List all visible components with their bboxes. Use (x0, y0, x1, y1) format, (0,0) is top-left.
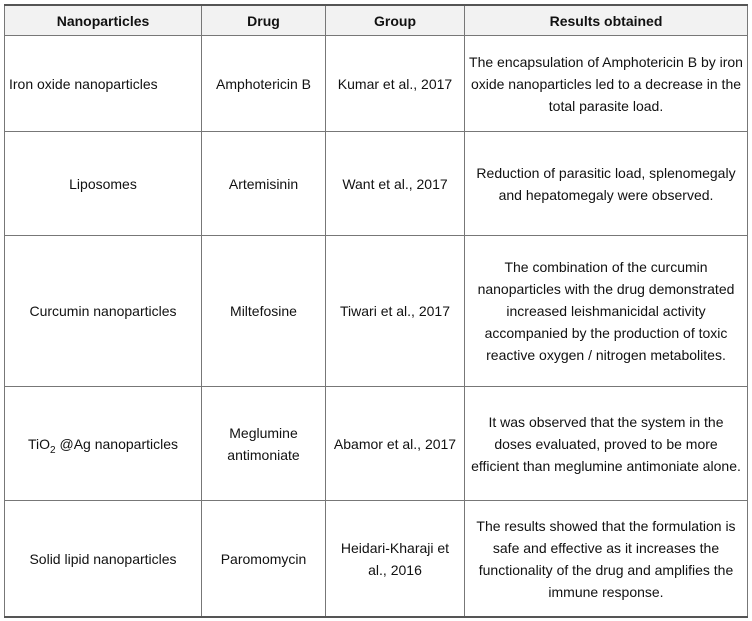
result-cell: The encapsulation of Amphotericin B by iron oxide nanoparticles led to a decrease in the total parasite load. (465, 36, 748, 132)
group-cell: Heidari-Kharaji et al., 2016 (326, 501, 465, 618)
nanoparticle-cell: Curcumin nanoparticles (5, 236, 202, 387)
result-cell: Reduction of parasitic load, splenomegaly and hepatomegaly were observed. (465, 132, 748, 236)
nanoparticle-cell: Liposomes (5, 132, 202, 236)
nanoparticle-drug-table (4, 4, 748, 618)
header-group: Group (326, 5, 465, 36)
result-cell: It was observed that the system in the doses evaluated, proved to be more efficient than meglumine antimoniate alone. (465, 387, 748, 501)
nanoparticle-cell: Iron oxide nanoparticles (5, 36, 202, 132)
drug-cell: Meglumine antimoniate (202, 387, 326, 501)
header-nanoparticles: Nanoparticles (5, 5, 202, 36)
result-cell: The combination of the curcumin nanoparticles with the drug demonstrated increased leishmanicidal activity accompanied by the production of toxic reactive oxygen / nitrogen metabolites. (465, 236, 748, 387)
header-drug: Drug (202, 5, 326, 36)
table-row (5, 501, 748, 618)
drug-cell: Amphotericin B (202, 36, 326, 132)
drug-cell: Paromomycin (202, 501, 326, 618)
header-row (5, 5, 748, 36)
nanoparticle-prefix: TiO (28, 435, 51, 452)
drug-cell: Miltefosine (202, 236, 326, 387)
nanoparticle-cell (5, 387, 202, 501)
group-cell: Kumar et al., 2017 (326, 36, 465, 132)
table-row (5, 236, 748, 387)
group-cell: Want et al., 2017 (326, 132, 465, 236)
group-cell: Abamor et al., 2017 (326, 387, 465, 501)
table-row (5, 132, 748, 236)
nanoparticle-suffix: @Ag nanoparticles (55, 435, 178, 452)
group-cell: Tiwari et al., 2017 (326, 236, 465, 387)
table-row (5, 36, 748, 132)
nanoparticle-subscript: 2 (50, 444, 56, 456)
table-row (5, 387, 748, 501)
nanoparticle-cell: Solid lipid nanoparticles (5, 501, 202, 618)
result-cell: The results showed that the formulation is safe and effective as it increases the functionality of the drug and amplifies the immune response. (465, 501, 748, 618)
drug-cell: Artemisinin (202, 132, 326, 236)
header-results: Results obtained (465, 5, 748, 36)
